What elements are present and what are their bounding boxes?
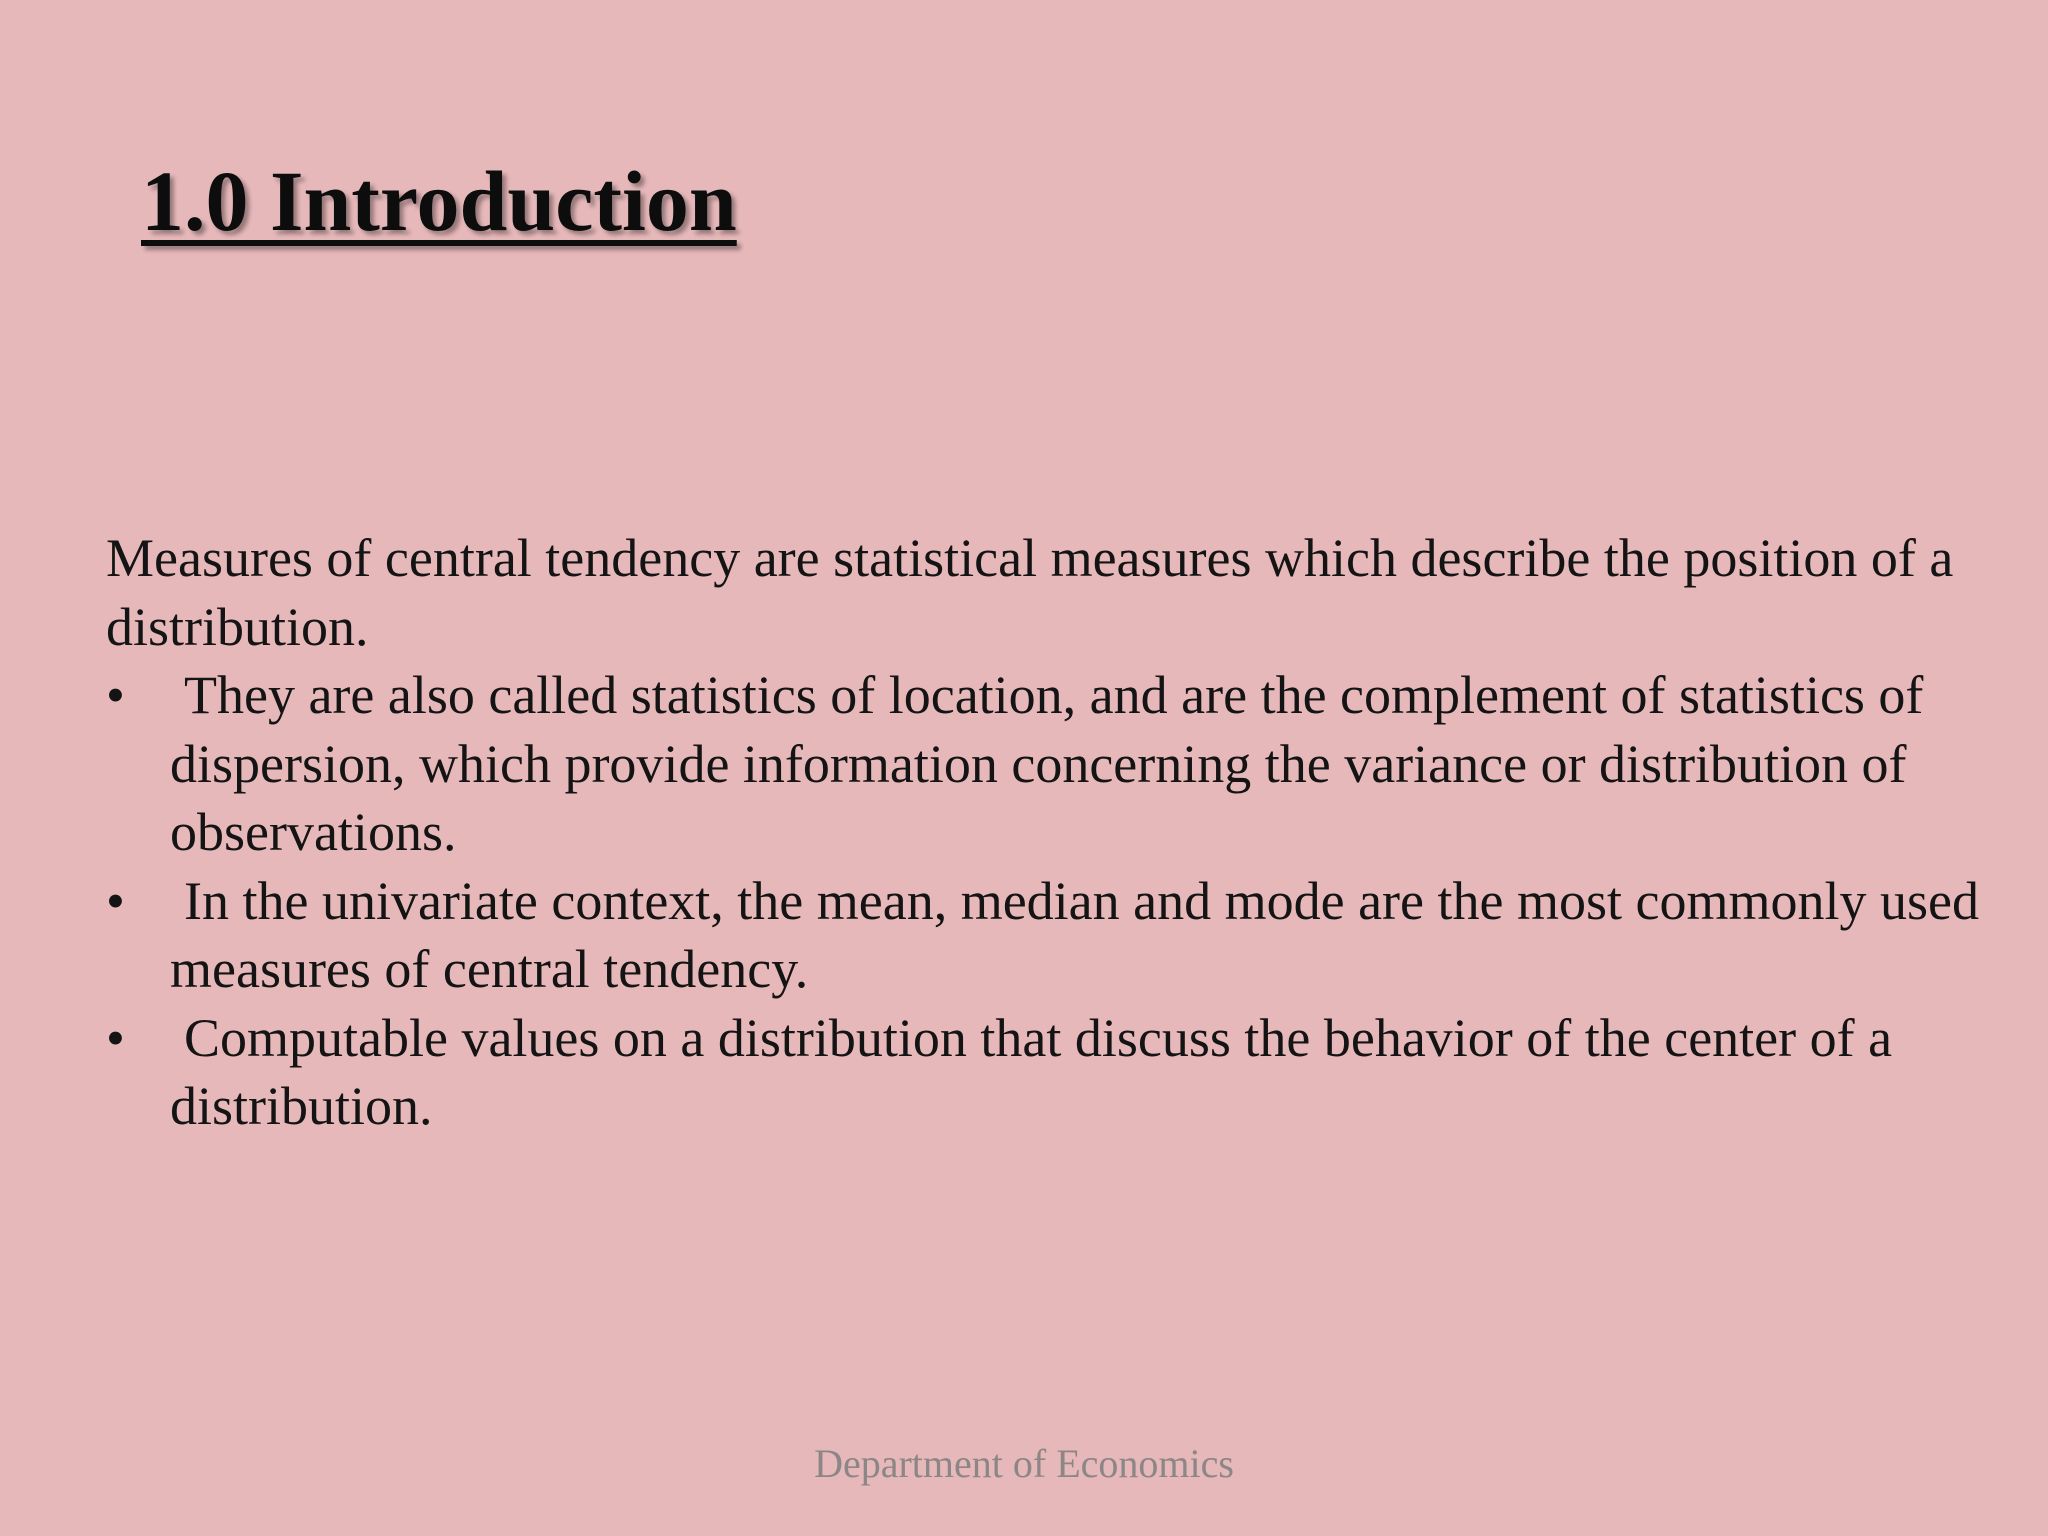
bullet-icon: • [106, 1007, 125, 1068]
bullet-icon: • [106, 870, 125, 931]
bullet-item [106, 661, 1986, 867]
intro-paragraph: Measures of central tendency are statistical measures which describe the position of a distribution. [106, 528, 1954, 657]
bullet-text: They are also called statistics of location, and are the complement of statistics of dispersion, which provide information concerning the variance or distribution of observations. [170, 665, 1924, 862]
slide-body [106, 524, 1986, 1141]
bullet-list [106, 661, 1986, 1141]
slide-title: 1.0 Introduction [141, 153, 737, 249]
bullet-text: Computable values on a distribution that discuss the behavior of the center of a distribution. [170, 1007, 1893, 1136]
bullet-item [106, 867, 1986, 1004]
bullet-item [106, 1004, 1986, 1141]
bullet-icon: • [106, 665, 125, 725]
bullet-text: In the univariate context, the mean, median and mode are the most commonly used measures of central tendency. [170, 870, 1979, 999]
footer-text: Department of Economics [814, 1441, 1234, 1486]
